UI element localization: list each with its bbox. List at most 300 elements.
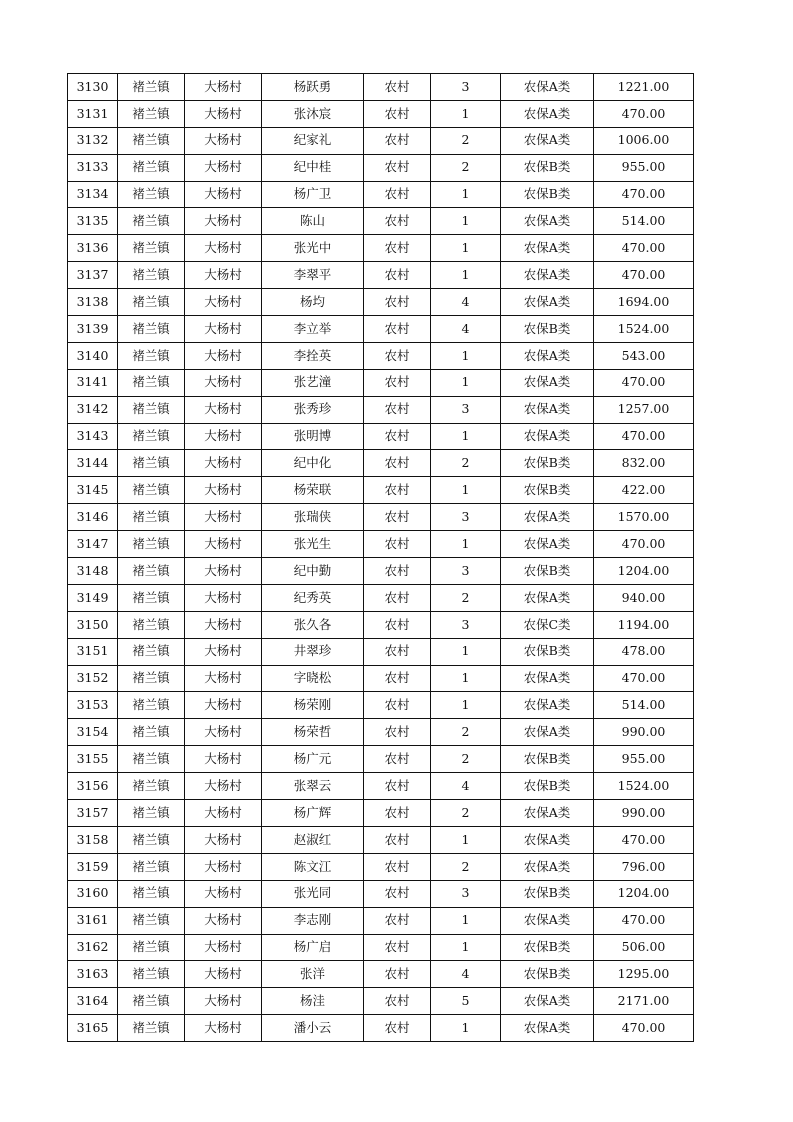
cell-category: 农保A类	[501, 988, 594, 1015]
cell-name: 杨广启	[262, 934, 364, 961]
cell-count: 1	[431, 181, 501, 208]
cell-town: 褚兰镇	[118, 208, 185, 235]
cell-name: 张光中	[262, 235, 364, 262]
cell-town: 褚兰镇	[118, 692, 185, 719]
cell-type: 农村	[364, 262, 431, 289]
cell-village: 大杨村	[185, 961, 262, 988]
cell-type: 农村	[364, 719, 431, 746]
table-row	[68, 450, 694, 477]
table-row	[68, 262, 694, 289]
cell-name: 纪秀英	[262, 584, 364, 611]
cell-name: 纪中勤	[262, 558, 364, 585]
table-row	[68, 127, 694, 154]
cell-town: 褚兰镇	[118, 934, 185, 961]
cell-amount: 470.00	[594, 235, 694, 262]
cell-town: 褚兰镇	[118, 235, 185, 262]
cell-town: 褚兰镇	[118, 477, 185, 504]
cell-id: 3156	[68, 773, 118, 800]
cell-town: 褚兰镇	[118, 504, 185, 531]
cell-name: 张沐宸	[262, 100, 364, 127]
cell-town: 褚兰镇	[118, 826, 185, 853]
table-row	[68, 988, 694, 1015]
cell-count: 2	[431, 154, 501, 181]
cell-name: 张光同	[262, 880, 364, 907]
table-row	[68, 181, 694, 208]
cell-name: 字晓松	[262, 665, 364, 692]
cell-town: 褚兰镇	[118, 746, 185, 773]
cell-name: 张翠云	[262, 773, 364, 800]
cell-amount: 422.00	[594, 477, 694, 504]
cell-name: 李拴英	[262, 342, 364, 369]
cell-amount: 478.00	[594, 638, 694, 665]
cell-type: 农村	[364, 74, 431, 101]
cell-type: 农村	[364, 584, 431, 611]
data-table	[67, 73, 694, 1042]
cell-count: 2	[431, 584, 501, 611]
cell-name: 潘小云	[262, 1015, 364, 1042]
cell-town: 褚兰镇	[118, 342, 185, 369]
cell-amount: 543.00	[594, 342, 694, 369]
cell-count: 2	[431, 746, 501, 773]
cell-town: 褚兰镇	[118, 880, 185, 907]
cell-amount: 470.00	[594, 100, 694, 127]
cell-id: 3141	[68, 369, 118, 396]
cell-town: 褚兰镇	[118, 262, 185, 289]
cell-type: 农村	[364, 289, 431, 316]
cell-count: 3	[431, 504, 501, 531]
cell-town: 褚兰镇	[118, 719, 185, 746]
cell-amount: 470.00	[594, 262, 694, 289]
cell-village: 大杨村	[185, 369, 262, 396]
cell-type: 农村	[364, 800, 431, 827]
cell-type: 农村	[364, 316, 431, 343]
table-row	[68, 369, 694, 396]
cell-name: 杨荣联	[262, 477, 364, 504]
cell-amount: 1524.00	[594, 316, 694, 343]
table-row	[68, 665, 694, 692]
cell-category: 农保A类	[501, 369, 594, 396]
cell-village: 大杨村	[185, 450, 262, 477]
cell-village: 大杨村	[185, 826, 262, 853]
cell-category: 农保A类	[501, 1015, 594, 1042]
cell-count: 1	[431, 907, 501, 934]
cell-count: 4	[431, 316, 501, 343]
cell-count: 2	[431, 853, 501, 880]
cell-category: 农保A类	[501, 531, 594, 558]
cell-id: 3152	[68, 665, 118, 692]
cell-id: 3138	[68, 289, 118, 316]
cell-name: 陈文江	[262, 853, 364, 880]
cell-village: 大杨村	[185, 746, 262, 773]
cell-id: 3150	[68, 611, 118, 638]
cell-name: 张明博	[262, 423, 364, 450]
cell-category: 农保B类	[501, 181, 594, 208]
cell-category: 农保A类	[501, 826, 594, 853]
table-row	[68, 907, 694, 934]
cell-category: 农保A类	[501, 504, 594, 531]
cell-village: 大杨村	[185, 880, 262, 907]
cell-town: 褚兰镇	[118, 74, 185, 101]
cell-village: 大杨村	[185, 611, 262, 638]
cell-count: 5	[431, 988, 501, 1015]
table-row	[68, 423, 694, 450]
cell-amount: 1694.00	[594, 289, 694, 316]
cell-category: 农保A类	[501, 208, 594, 235]
cell-amount: 1524.00	[594, 773, 694, 800]
cell-category: 农保A类	[501, 396, 594, 423]
cell-amount: 470.00	[594, 907, 694, 934]
cell-village: 大杨村	[185, 531, 262, 558]
cell-town: 褚兰镇	[118, 638, 185, 665]
table-row	[68, 1015, 694, 1042]
cell-name: 杨荣哲	[262, 719, 364, 746]
cell-town: 褚兰镇	[118, 450, 185, 477]
cell-village: 大杨村	[185, 558, 262, 585]
table-row	[68, 504, 694, 531]
cell-count: 3	[431, 396, 501, 423]
cell-village: 大杨村	[185, 208, 262, 235]
cell-village: 大杨村	[185, 154, 262, 181]
cell-name: 李志刚	[262, 907, 364, 934]
cell-town: 褚兰镇	[118, 1015, 185, 1042]
cell-category: 农保A类	[501, 262, 594, 289]
cell-count: 1	[431, 1015, 501, 1042]
cell-town: 褚兰镇	[118, 558, 185, 585]
cell-type: 农村	[364, 611, 431, 638]
cell-type: 农村	[364, 342, 431, 369]
table-row	[68, 154, 694, 181]
table-row	[68, 934, 694, 961]
table-row	[68, 477, 694, 504]
cell-town: 褚兰镇	[118, 100, 185, 127]
cell-category: 农保A类	[501, 800, 594, 827]
cell-count: 1	[431, 423, 501, 450]
table-row	[68, 208, 694, 235]
cell-village: 大杨村	[185, 316, 262, 343]
cell-village: 大杨村	[185, 504, 262, 531]
cell-id: 3160	[68, 880, 118, 907]
cell-amount: 470.00	[594, 665, 694, 692]
cell-village: 大杨村	[185, 584, 262, 611]
cell-id: 3135	[68, 208, 118, 235]
cell-name: 杨广卫	[262, 181, 364, 208]
cell-town: 褚兰镇	[118, 423, 185, 450]
table-row	[68, 692, 694, 719]
cell-count: 1	[431, 477, 501, 504]
cell-id: 3130	[68, 74, 118, 101]
cell-amount: 1295.00	[594, 961, 694, 988]
cell-category: 农保B类	[501, 746, 594, 773]
cell-id: 3144	[68, 450, 118, 477]
cell-name: 张瑞侠	[262, 504, 364, 531]
table-row	[68, 800, 694, 827]
table-row	[68, 235, 694, 262]
table-row	[68, 396, 694, 423]
cell-name: 杨荣刚	[262, 692, 364, 719]
cell-type: 农村	[364, 369, 431, 396]
cell-town: 褚兰镇	[118, 800, 185, 827]
cell-amount: 1204.00	[594, 880, 694, 907]
cell-name: 井翠珍	[262, 638, 364, 665]
cell-id: 3157	[68, 800, 118, 827]
cell-category: 农保B类	[501, 477, 594, 504]
cell-village: 大杨村	[185, 853, 262, 880]
cell-count: 1	[431, 692, 501, 719]
cell-name: 杨广元	[262, 746, 364, 773]
cell-category: 农保A类	[501, 235, 594, 262]
cell-village: 大杨村	[185, 100, 262, 127]
cell-type: 农村	[364, 638, 431, 665]
cell-type: 农村	[364, 665, 431, 692]
cell-category: 农保A类	[501, 289, 594, 316]
cell-category: 农保A类	[501, 127, 594, 154]
cell-category: 农保A类	[501, 907, 594, 934]
cell-name: 纪家礼	[262, 127, 364, 154]
cell-count: 3	[431, 74, 501, 101]
cell-count: 4	[431, 289, 501, 316]
table-body	[68, 74, 694, 1042]
cell-name: 张光生	[262, 531, 364, 558]
cell-category: 农保B类	[501, 961, 594, 988]
cell-id: 3137	[68, 262, 118, 289]
cell-amount: 940.00	[594, 584, 694, 611]
cell-type: 农村	[364, 423, 431, 450]
cell-type: 农村	[364, 746, 431, 773]
cell-name: 李立举	[262, 316, 364, 343]
cell-village: 大杨村	[185, 934, 262, 961]
cell-count: 1	[431, 665, 501, 692]
table-row	[68, 74, 694, 101]
cell-name: 张秀珍	[262, 396, 364, 423]
cell-town: 褚兰镇	[118, 289, 185, 316]
cell-id: 3164	[68, 988, 118, 1015]
cell-town: 褚兰镇	[118, 531, 185, 558]
cell-amount: 514.00	[594, 208, 694, 235]
cell-village: 大杨村	[185, 235, 262, 262]
cell-category: 农保B类	[501, 154, 594, 181]
cell-id: 3136	[68, 235, 118, 262]
cell-id: 3143	[68, 423, 118, 450]
cell-village: 大杨村	[185, 262, 262, 289]
cell-name: 张洋	[262, 961, 364, 988]
cell-name: 杨跃勇	[262, 74, 364, 101]
cell-type: 农村	[364, 880, 431, 907]
cell-amount: 832.00	[594, 450, 694, 477]
cell-category: 农保A类	[501, 100, 594, 127]
cell-village: 大杨村	[185, 907, 262, 934]
cell-village: 大杨村	[185, 396, 262, 423]
cell-type: 农村	[364, 504, 431, 531]
table-row	[68, 558, 694, 585]
cell-type: 农村	[364, 1015, 431, 1042]
cell-amount: 990.00	[594, 800, 694, 827]
cell-type: 农村	[364, 934, 431, 961]
cell-count: 1	[431, 934, 501, 961]
cell-town: 褚兰镇	[118, 316, 185, 343]
cell-id: 3158	[68, 826, 118, 853]
table-row	[68, 961, 694, 988]
table-row	[68, 100, 694, 127]
cell-count: 4	[431, 773, 501, 800]
cell-id: 3145	[68, 477, 118, 504]
cell-category: 农保B类	[501, 558, 594, 585]
cell-count: 1	[431, 638, 501, 665]
cell-id: 3142	[68, 396, 118, 423]
cell-type: 农村	[364, 558, 431, 585]
cell-village: 大杨村	[185, 423, 262, 450]
cell-category: 农保B类	[501, 450, 594, 477]
table-row	[68, 853, 694, 880]
cell-amount: 470.00	[594, 531, 694, 558]
cell-village: 大杨村	[185, 988, 262, 1015]
cell-count: 1	[431, 235, 501, 262]
cell-id: 3159	[68, 853, 118, 880]
table-row	[68, 719, 694, 746]
table-row	[68, 531, 694, 558]
cell-id: 3162	[68, 934, 118, 961]
table-row	[68, 773, 694, 800]
cell-id: 3147	[68, 531, 118, 558]
cell-village: 大杨村	[185, 773, 262, 800]
cell-town: 褚兰镇	[118, 127, 185, 154]
cell-amount: 1194.00	[594, 611, 694, 638]
cell-type: 农村	[364, 907, 431, 934]
cell-town: 褚兰镇	[118, 154, 185, 181]
cell-amount: 506.00	[594, 934, 694, 961]
cell-amount: 796.00	[594, 853, 694, 880]
cell-amount: 470.00	[594, 369, 694, 396]
cell-category: 农保C类	[501, 611, 594, 638]
cell-town: 褚兰镇	[118, 853, 185, 880]
cell-category: 农保A类	[501, 423, 594, 450]
cell-type: 农村	[364, 988, 431, 1015]
cell-name: 杨均	[262, 289, 364, 316]
cell-village: 大杨村	[185, 127, 262, 154]
table-row	[68, 638, 694, 665]
cell-id: 3163	[68, 961, 118, 988]
cell-id: 3131	[68, 100, 118, 127]
cell-name: 杨洼	[262, 988, 364, 1015]
table-row	[68, 316, 694, 343]
cell-village: 大杨村	[185, 342, 262, 369]
cell-type: 农村	[364, 531, 431, 558]
cell-amount: 470.00	[594, 181, 694, 208]
cell-name: 纪中桂	[262, 154, 364, 181]
cell-id: 3133	[68, 154, 118, 181]
cell-amount: 470.00	[594, 1015, 694, 1042]
cell-count: 1	[431, 531, 501, 558]
cell-type: 农村	[364, 396, 431, 423]
cell-count: 1	[431, 262, 501, 289]
cell-town: 褚兰镇	[118, 396, 185, 423]
cell-name: 杨广辉	[262, 800, 364, 827]
cell-id: 3153	[68, 692, 118, 719]
cell-village: 大杨村	[185, 719, 262, 746]
cell-amount: 1570.00	[594, 504, 694, 531]
cell-count: 2	[431, 127, 501, 154]
cell-amount: 1006.00	[594, 127, 694, 154]
cell-town: 褚兰镇	[118, 369, 185, 396]
cell-count: 2	[431, 450, 501, 477]
cell-type: 农村	[364, 961, 431, 988]
cell-town: 褚兰镇	[118, 988, 185, 1015]
cell-category: 农保B类	[501, 773, 594, 800]
cell-town: 褚兰镇	[118, 181, 185, 208]
cell-id: 3161	[68, 907, 118, 934]
cell-amount: 955.00	[594, 154, 694, 181]
cell-id: 3165	[68, 1015, 118, 1042]
cell-type: 农村	[364, 477, 431, 504]
cell-count: 1	[431, 100, 501, 127]
cell-count: 1	[431, 342, 501, 369]
cell-type: 农村	[364, 154, 431, 181]
cell-amount: 1221.00	[594, 74, 694, 101]
cell-type: 农村	[364, 773, 431, 800]
cell-name: 张艺潼	[262, 369, 364, 396]
cell-amount: 514.00	[594, 692, 694, 719]
cell-count: 2	[431, 719, 501, 746]
cell-town: 褚兰镇	[118, 665, 185, 692]
table-row	[68, 342, 694, 369]
cell-count: 3	[431, 880, 501, 907]
cell-type: 农村	[364, 208, 431, 235]
cell-name: 张久各	[262, 611, 364, 638]
table-row	[68, 746, 694, 773]
cell-amount: 470.00	[594, 423, 694, 450]
cell-name: 陈山	[262, 208, 364, 235]
cell-count: 1	[431, 369, 501, 396]
cell-category: 农保A类	[501, 74, 594, 101]
cell-id: 3155	[68, 746, 118, 773]
cell-type: 农村	[364, 853, 431, 880]
cell-id: 3154	[68, 719, 118, 746]
cell-type: 农村	[364, 235, 431, 262]
cell-id: 3140	[68, 342, 118, 369]
table-row	[68, 611, 694, 638]
cell-id: 3151	[68, 638, 118, 665]
cell-category: 农保A类	[501, 584, 594, 611]
cell-category: 农保A类	[501, 692, 594, 719]
cell-id: 3148	[68, 558, 118, 585]
cell-count: 1	[431, 208, 501, 235]
cell-category: 农保A类	[501, 342, 594, 369]
cell-village: 大杨村	[185, 289, 262, 316]
cell-amount: 2171.00	[594, 988, 694, 1015]
cell-name: 赵淑红	[262, 826, 364, 853]
cell-count: 2	[431, 800, 501, 827]
cell-count: 1	[431, 826, 501, 853]
table-row	[68, 826, 694, 853]
cell-amount: 955.00	[594, 746, 694, 773]
cell-type: 农村	[364, 450, 431, 477]
cell-category: 农保A类	[501, 853, 594, 880]
cell-category: 农保B类	[501, 880, 594, 907]
cell-village: 大杨村	[185, 1015, 262, 1042]
cell-type: 农村	[364, 127, 431, 154]
cell-village: 大杨村	[185, 800, 262, 827]
cell-type: 农村	[364, 181, 431, 208]
cell-category: 农保B类	[501, 316, 594, 343]
table-row	[68, 880, 694, 907]
cell-amount: 1257.00	[594, 396, 694, 423]
cell-town: 褚兰镇	[118, 961, 185, 988]
cell-name: 纪中化	[262, 450, 364, 477]
cell-id: 3149	[68, 584, 118, 611]
cell-town: 褚兰镇	[118, 907, 185, 934]
cell-amount: 990.00	[594, 719, 694, 746]
cell-town: 褚兰镇	[118, 773, 185, 800]
table-row	[68, 584, 694, 611]
